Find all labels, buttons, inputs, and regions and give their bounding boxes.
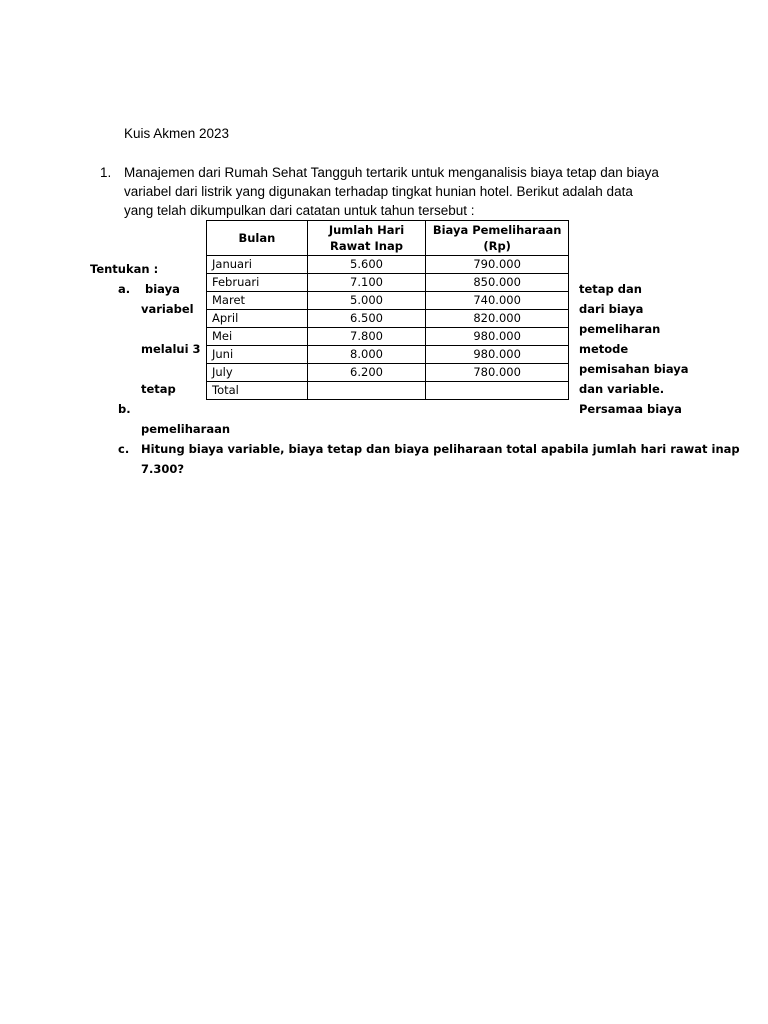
cell-bulan: Februari	[207, 274, 308, 292]
cell-bulan: July	[207, 364, 308, 382]
question-line-1: Manajemen dari Rumah Sehat Tangguh tertarik untuk menganalisis biaya tetap dan biaya	[124, 165, 659, 180]
cell-biaya: 980.000	[426, 328, 569, 346]
table-row	[207, 328, 569, 346]
task-b-right: Persamaa biaya	[579, 402, 682, 416]
table-row	[207, 364, 569, 382]
cell-bulan: Maret	[207, 292, 308, 310]
question-line-3: yang telah dikumpulkan dari catatan untuk tahun tersebut :	[124, 203, 475, 218]
task-c-line-1: Hitung biaya variable, biaya tetap dan biaya peliharaan total apabila jumlah hari rawat inap	[141, 442, 740, 456]
task-a-text-2: variabel	[141, 302, 194, 316]
header-jumlah-hari: Jumlah Hari Rawat Inap	[307, 221, 426, 256]
cell-biaya: 820.000	[426, 310, 569, 328]
cell-hari: 5.000	[307, 292, 426, 310]
task-b-text: pemeliharaan	[141, 422, 231, 436]
task-a-right-4: metode	[579, 342, 629, 356]
table-row	[207, 274, 569, 292]
header-bulan: Bulan	[207, 221, 308, 256]
header-biaya: Biaya Pemeliharaan (Rp)	[426, 221, 569, 256]
tasks-heading: Tentukan :	[90, 262, 159, 276]
task-a-right-3: pemeliharan	[579, 322, 661, 336]
table-row	[207, 256, 569, 274]
task-a-text-1: biaya	[145, 282, 180, 296]
table-row	[207, 292, 569, 310]
cell-hari: 6.200	[307, 364, 426, 382]
document-title: Kuis Akmen 2023	[124, 126, 230, 141]
task-c-label: c.	[118, 442, 130, 456]
maintenance-cost-table	[206, 220, 569, 400]
table-total-row	[207, 382, 569, 400]
cell-total-label: Total	[207, 382, 308, 400]
task-a-right-1: tetap dan	[579, 282, 642, 296]
cell-biaya: 850.000	[426, 274, 569, 292]
task-b-label: b.	[118, 402, 131, 416]
task-a-text-4: tetap	[141, 382, 176, 396]
cell-bulan: Mei	[207, 328, 308, 346]
question-line-2: variabel dari listrik yang digunakan terhadap tingkat hunian hotel. Berikut adalah data	[124, 184, 633, 199]
cell-biaya: 980.000	[426, 346, 569, 364]
cell-hari: 7.100	[307, 274, 426, 292]
cell-bulan: Juni	[207, 346, 308, 364]
task-a-text-3: melalui 3	[141, 342, 201, 356]
cell-total-biaya	[426, 382, 569, 400]
cell-hari: 6.500	[307, 310, 426, 328]
cell-bulan: Januari	[207, 256, 308, 274]
cell-biaya: 790.000	[426, 256, 569, 274]
task-a-right-2: dari biaya	[579, 302, 644, 316]
task-a-label: a.	[118, 282, 131, 296]
cell-bulan: April	[207, 310, 308, 328]
task-a-right-5: pemisahan biaya	[579, 362, 689, 376]
question-number: 1.	[100, 165, 112, 180]
cell-total-hari	[307, 382, 426, 400]
cell-biaya: 740.000	[426, 292, 569, 310]
table-row	[207, 346, 569, 364]
table-header-row	[207, 221, 569, 256]
cell-hari: 7.800	[307, 328, 426, 346]
task-c-line-2: 7.300?	[141, 462, 185, 476]
table-row	[207, 310, 569, 328]
cell-hari: 8.000	[307, 346, 426, 364]
cell-hari: 5.600	[307, 256, 426, 274]
cell-biaya: 780.000	[426, 364, 569, 382]
task-a-right-6: dan variable.	[579, 382, 665, 396]
